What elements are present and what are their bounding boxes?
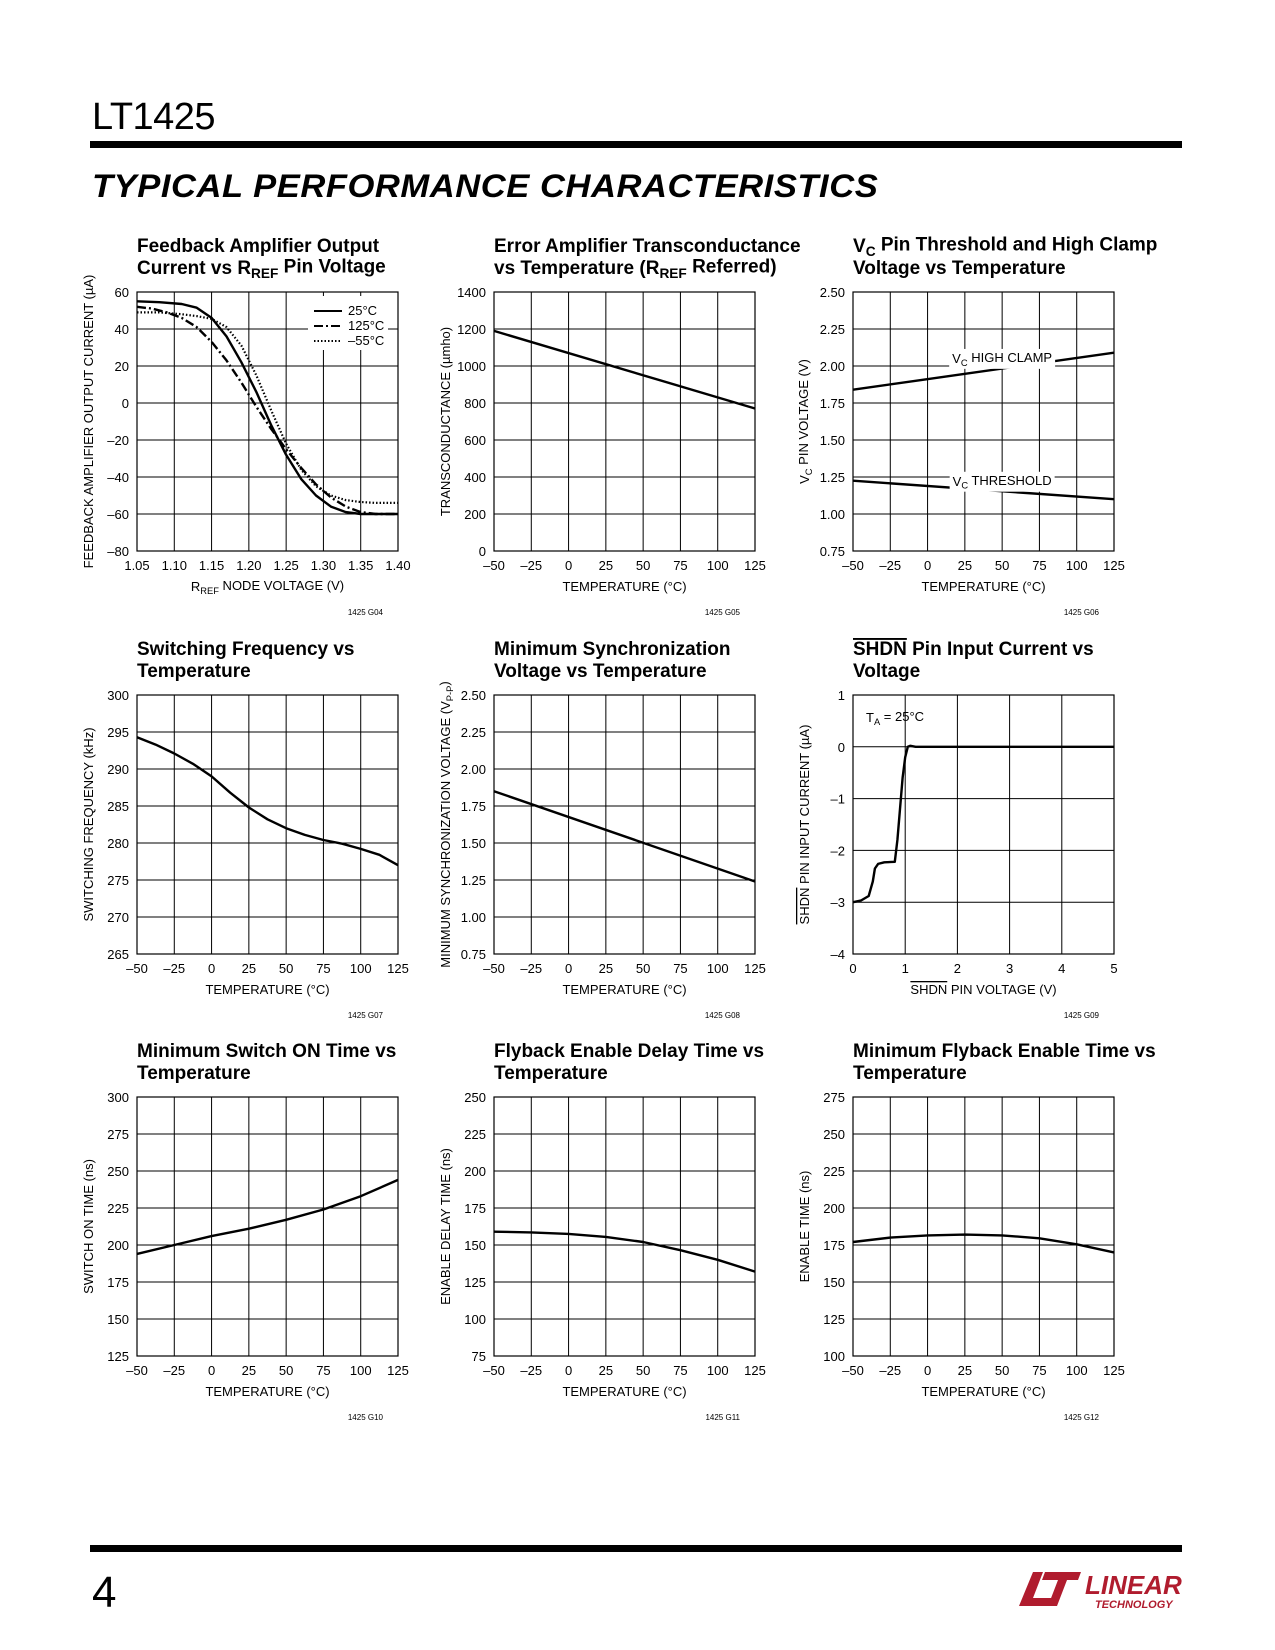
y-tick-label: –60 [107, 507, 129, 522]
y-tick-label: 100 [823, 1349, 845, 1364]
x-axis-label: TEMPERATURE (°C) [562, 982, 687, 997]
x-tick-label: 1.35 [348, 558, 374, 573]
x-tick-label: 1.15 [198, 558, 225, 573]
y-tick-label: 20 [114, 359, 129, 374]
x-tick-label: 75 [673, 558, 688, 573]
chart-title: Minimum Flyback Enable Time vs [853, 1041, 1156, 1062]
x-tick-label: 50 [635, 558, 651, 573]
x-tick-label: 50 [635, 961, 651, 976]
plot-frame [853, 1097, 1114, 1356]
figure-code: 1425 G10 [347, 1413, 383, 1422]
y-tick-label: 200 [464, 507, 486, 522]
y-tick-label: 250 [823, 1127, 845, 1142]
chart-g08 [437, 639, 766, 1020]
y-tick-label: 175 [107, 1275, 129, 1290]
x-tick-label: 100 [349, 961, 372, 976]
y-tick-label: 1.75 [819, 396, 845, 411]
y-tick-label: 75 [471, 1349, 486, 1364]
series-label: $V_C$ HIGH CLAMP [952, 349, 1053, 368]
y-tick-label: 60 [114, 285, 129, 300]
x-tick-label: 5 [1110, 961, 1118, 976]
series-line-fsw [137, 737, 398, 865]
x-axis-label: TEMPERATURE (°C) [921, 1384, 1046, 1399]
y-tick-label: 2.50 [819, 285, 845, 300]
y-tick-label: 290 [107, 762, 129, 777]
x-tick-label: 75 [316, 961, 331, 976]
y-tick-label: 2.25 [460, 725, 486, 740]
y-tick-label: –40 [107, 470, 129, 485]
y-tick-label: 275 [107, 873, 129, 888]
x-tick-label: 25 [957, 1363, 973, 1378]
y-tick-label: 0 [837, 739, 845, 755]
chart-g05 [438, 236, 801, 617]
x-tick-label: 0 [207, 961, 216, 976]
y-tick-label: 1 [837, 688, 845, 703]
plot-frame [137, 1097, 398, 1356]
x-tick-label: –25 [879, 1363, 902, 1378]
x-tick-label: 125 [744, 558, 766, 573]
y-axis-label: $V_C$ PIN VOLTAGE (V) [795, 359, 814, 484]
chart-title: Minimum Synchronization [494, 639, 731, 660]
x-tick-label: –50 [126, 1363, 148, 1378]
y-axis-label: TRANSCONDUCTANCE (µmho) [438, 326, 453, 517]
page-number: 4 [92, 1568, 117, 1617]
y-axis-label: SHDN PIN INPUT CURRENT (µA) [797, 724, 812, 925]
x-tick-label: 100 [1065, 1363, 1088, 1378]
chart-title: Flyback Enable Delay Time vs [494, 1041, 765, 1062]
y-tick-label: 150 [107, 1312, 129, 1327]
figure-code: 1425 G06 [1063, 608, 1099, 617]
y-tick-label: 1200 [457, 322, 486, 337]
x-tick-label: 25 [598, 558, 614, 573]
y-tick-label: 100 [464, 1312, 486, 1327]
figure-code: 1425 G09 [1063, 1011, 1099, 1020]
chart-title: Voltage vs Temperature [494, 661, 707, 682]
chart-g07 [81, 639, 409, 1020]
x-tick-label: 75 [1032, 558, 1047, 573]
plot-frame [853, 695, 1114, 954]
x-tick-label: 75 [316, 1363, 331, 1378]
y-axis-label: FEEDBACK AMPLIFIER OUTPUT CURRENT (µA) [81, 274, 96, 569]
y-tick-label: 1400 [457, 285, 486, 300]
plot-frame [494, 292, 755, 551]
x-tick-label: 100 [349, 1363, 372, 1378]
y-tick-label: 275 [823, 1090, 845, 1105]
x-tick-label: –25 [520, 961, 543, 976]
x-axis-label: TEMPERATURE (°C) [205, 982, 330, 997]
y-axis-label: SWITCHING FREQUENCY (kHz) [81, 727, 96, 922]
series-label: $V_C$ THRESHOLD [952, 472, 1052, 491]
x-axis-label: TEMPERATURE (°C) [205, 1384, 330, 1399]
x-tick-label: 125 [744, 961, 766, 976]
section-title: TYPICAL PERFORMANCE CHARACTERISTICS [92, 168, 879, 204]
x-axis-label: $R_{REF}$ NODE VOLTAGE (V) [190, 577, 345, 596]
y-tick-label: 225 [823, 1164, 845, 1179]
x-tick-label: 100 [706, 1363, 729, 1378]
y-tick-label: 265 [107, 947, 129, 962]
figure-code: 1425 G08 [704, 1011, 740, 1020]
x-tick-label: 50 [278, 1363, 294, 1378]
figure-code: 1425 G11 [705, 1413, 740, 1422]
y-tick-label: 250 [107, 1164, 129, 1179]
y-tick-label: 2.00 [460, 762, 486, 777]
x-tick-label: 100 [706, 558, 729, 573]
y-tick-label: 0 [478, 544, 486, 559]
x-tick-label: –25 [163, 961, 186, 976]
x-tick-label: 1.40 [385, 558, 411, 573]
chart-g11 [438, 1041, 766, 1422]
y-tick-label: –20 [107, 433, 129, 448]
y-tick-label: 600 [464, 433, 486, 448]
logo-text: LINEAR [1085, 1570, 1182, 1600]
x-tick-label: 25 [241, 1363, 257, 1378]
x-tick-label: 125 [1103, 1363, 1125, 1378]
x-tick-label: –50 [483, 1363, 505, 1378]
chart-title: Temperature [137, 661, 251, 682]
y-tick-label: 1.00 [819, 507, 845, 522]
x-tick-label: 0 [564, 961, 573, 976]
x-tick-label: –25 [163, 1363, 186, 1378]
x-tick-label: 0 [207, 1363, 216, 1378]
x-axis-label: TEMPERATURE (°C) [562, 579, 687, 594]
y-tick-label: 125 [823, 1312, 845, 1327]
y-axis-label: SWITCH ON TIME (ns) [81, 1159, 96, 1294]
plot-frame [494, 695, 755, 954]
x-tick-label: –25 [879, 558, 902, 573]
x-tick-label: 1.20 [236, 558, 262, 573]
y-tick-label: 300 [107, 688, 129, 703]
x-tick-label: 4 [1058, 961, 1066, 976]
y-tick-label: 800 [464, 396, 486, 411]
y-tick-label: 40 [114, 322, 129, 337]
plot-frame [137, 695, 398, 954]
y-tick-label: 400 [464, 470, 486, 485]
y-tick-label: –1 [830, 791, 845, 807]
part-number: LT1425 [92, 96, 216, 138]
chart-title: Temperature [494, 1063, 608, 1084]
x-tick-label: 25 [241, 961, 257, 976]
chart-title: Voltage [853, 661, 921, 682]
chart-g10 [81, 1041, 409, 1422]
x-tick-label: 75 [673, 1363, 688, 1378]
x-tick-label: –50 [842, 558, 864, 573]
x-tick-label: 1.10 [161, 558, 187, 573]
x-tick-label: 1 [901, 961, 909, 976]
y-tick-label: 125 [464, 1275, 486, 1290]
x-tick-label: –25 [520, 558, 543, 573]
y-tick-label: 270 [107, 910, 129, 925]
x-tick-label: 25 [957, 558, 973, 573]
y-tick-label: 295 [107, 725, 129, 740]
x-tick-label: 0 [923, 1363, 932, 1378]
x-tick-label: 50 [994, 1363, 1010, 1378]
series-line-tdelay [494, 1232, 755, 1272]
figure-code: 1425 G05 [704, 608, 740, 617]
x-tick-label: –50 [126, 961, 148, 976]
chart-g04 [81, 236, 411, 617]
figure-code: 1425 G07 [347, 1011, 383, 1020]
y-tick-label: 1.50 [460, 836, 486, 851]
logo-subtext: TECHNOLOGY [1095, 1599, 1173, 1611]
figure-code: 1425 G12 [1063, 1413, 1099, 1422]
y-tick-label: –3 [830, 895, 845, 911]
x-tick-label: 0 [564, 558, 573, 573]
x-tick-label: 0 [849, 961, 857, 976]
x-tick-label: 0 [564, 1363, 573, 1378]
x-tick-label: –25 [520, 1363, 543, 1378]
y-tick-label: 1.00 [460, 910, 486, 925]
x-tick-label: –50 [483, 961, 505, 976]
y-tick-label: 1.25 [819, 470, 845, 485]
x-tick-label: 100 [1065, 558, 1088, 573]
x-axis-label: SHDN PIN VOLTAGE (V) [910, 982, 1057, 997]
series-line-vsync [494, 791, 755, 881]
y-tick-label: 250 [464, 1090, 486, 1105]
y-tick-label: 1000 [457, 359, 486, 374]
plot-frame [494, 1097, 755, 1356]
chart-title: SHDN Pin Input Current vs [853, 639, 1094, 660]
y-tick-label: 225 [464, 1127, 486, 1142]
chart-g12 [797, 1041, 1156, 1422]
chart-annotation: $T_A = 25^\circ C$ [866, 708, 925, 727]
chart-title: vs Temperature ($R_{REF}$ Referred) [494, 256, 777, 282]
series-line-tenable [853, 1235, 1114, 1253]
x-tick-label: 125 [387, 1363, 409, 1378]
x-tick-label: 50 [278, 961, 294, 976]
y-tick-label: 275 [107, 1127, 129, 1142]
y-tick-label: 150 [823, 1275, 845, 1290]
y-tick-label: 175 [823, 1238, 845, 1253]
y-tick-label: 2.50 [460, 688, 486, 703]
x-tick-label: 3 [1005, 961, 1014, 976]
y-tick-label: 1.25 [460, 873, 486, 888]
series-line-gm [494, 331, 755, 409]
chart-title: Error Amplifier Transconductance [494, 236, 801, 257]
legend-label: –55°C [348, 333, 385, 348]
y-tick-label: –2 [830, 843, 845, 859]
chart-title: Voltage vs Temperature [853, 258, 1066, 279]
x-tick-label: 1.05 [124, 558, 150, 573]
legend-label: 25°C [348, 303, 378, 318]
y-tick-label: 150 [464, 1238, 486, 1253]
x-tick-label: 1.25 [273, 558, 299, 573]
chart-title: Switching Frequency vs [137, 639, 355, 660]
series-line-ishdn [853, 746, 1114, 902]
x-tick-label: 125 [1103, 558, 1125, 573]
y-tick-label: 0 [121, 396, 129, 411]
y-axis-label: MINIMUM SYNCHRONIZATION VOLTAGE $(V_{P-P})$ [436, 681, 455, 968]
y-tick-label: 300 [107, 1090, 129, 1105]
y-tick-label: –4 [830, 947, 845, 962]
figure-code: 1425 G04 [347, 608, 383, 617]
y-tick-label: –80 [107, 544, 129, 559]
chart-title: $V_C$ Pin Threshold and High Clamp [853, 234, 1158, 260]
y-axis-label: ENABLE TIME (ns) [797, 1170, 812, 1283]
x-axis-label: TEMPERATURE (°C) [562, 1384, 687, 1399]
chart-title: Current vs $R_{REF}$ Pin Voltage [137, 256, 386, 282]
legend-label: 125°C [348, 318, 385, 333]
x-tick-label: 25 [598, 961, 614, 976]
x-tick-label: 125 [744, 1363, 766, 1378]
series-line-ton [137, 1180, 398, 1254]
y-tick-label: 200 [107, 1238, 129, 1253]
y-tick-label: 2.00 [819, 359, 845, 374]
linear-technology-logo [1015, 1566, 1185, 1612]
x-tick-label: 125 [387, 961, 409, 976]
chart-title: Temperature [853, 1063, 967, 1084]
y-tick-label: 1.50 [819, 433, 845, 448]
y-tick-label: 200 [823, 1201, 845, 1216]
y-tick-label: 125 [107, 1349, 129, 1364]
plot-frame [853, 292, 1114, 551]
chart-g06 [796, 234, 1158, 617]
x-tick-label: 75 [673, 961, 688, 976]
x-tick-label: 100 [706, 961, 729, 976]
x-tick-label: 50 [635, 1363, 651, 1378]
x-tick-label: 0 [923, 558, 932, 573]
y-tick-label: 175 [464, 1201, 486, 1216]
footer-rule [90, 1545, 1182, 1552]
chart-title: Feedback Amplifier Output [137, 236, 380, 257]
y-tick-label: 1.75 [460, 799, 486, 814]
y-tick-label: 0.75 [819, 544, 845, 559]
y-tick-label: 225 [107, 1201, 129, 1216]
chart-title: Minimum Switch ON Time vs [137, 1041, 397, 1062]
x-axis-label: TEMPERATURE (°C) [921, 579, 1046, 594]
y-tick-label: 285 [107, 799, 129, 814]
y-axis-label: ENABLE DELAY TIME (ns) [438, 1148, 453, 1305]
chart-title: Temperature [137, 1063, 251, 1084]
x-tick-label: 1.30 [310, 558, 337, 573]
x-tick-label: –50 [842, 1363, 864, 1378]
x-tick-label: 2 [953, 961, 962, 976]
x-tick-label: 50 [994, 558, 1010, 573]
y-tick-label: 2.25 [819, 322, 845, 337]
y-tick-label: 0.75 [460, 947, 486, 962]
y-tick-label: 280 [107, 836, 129, 851]
x-tick-label: 25 [598, 1363, 614, 1378]
chart-g09 [797, 639, 1118, 1020]
x-tick-label: 75 [1032, 1363, 1047, 1378]
x-tick-label: –50 [483, 558, 505, 573]
y-tick-label: 200 [464, 1164, 486, 1179]
